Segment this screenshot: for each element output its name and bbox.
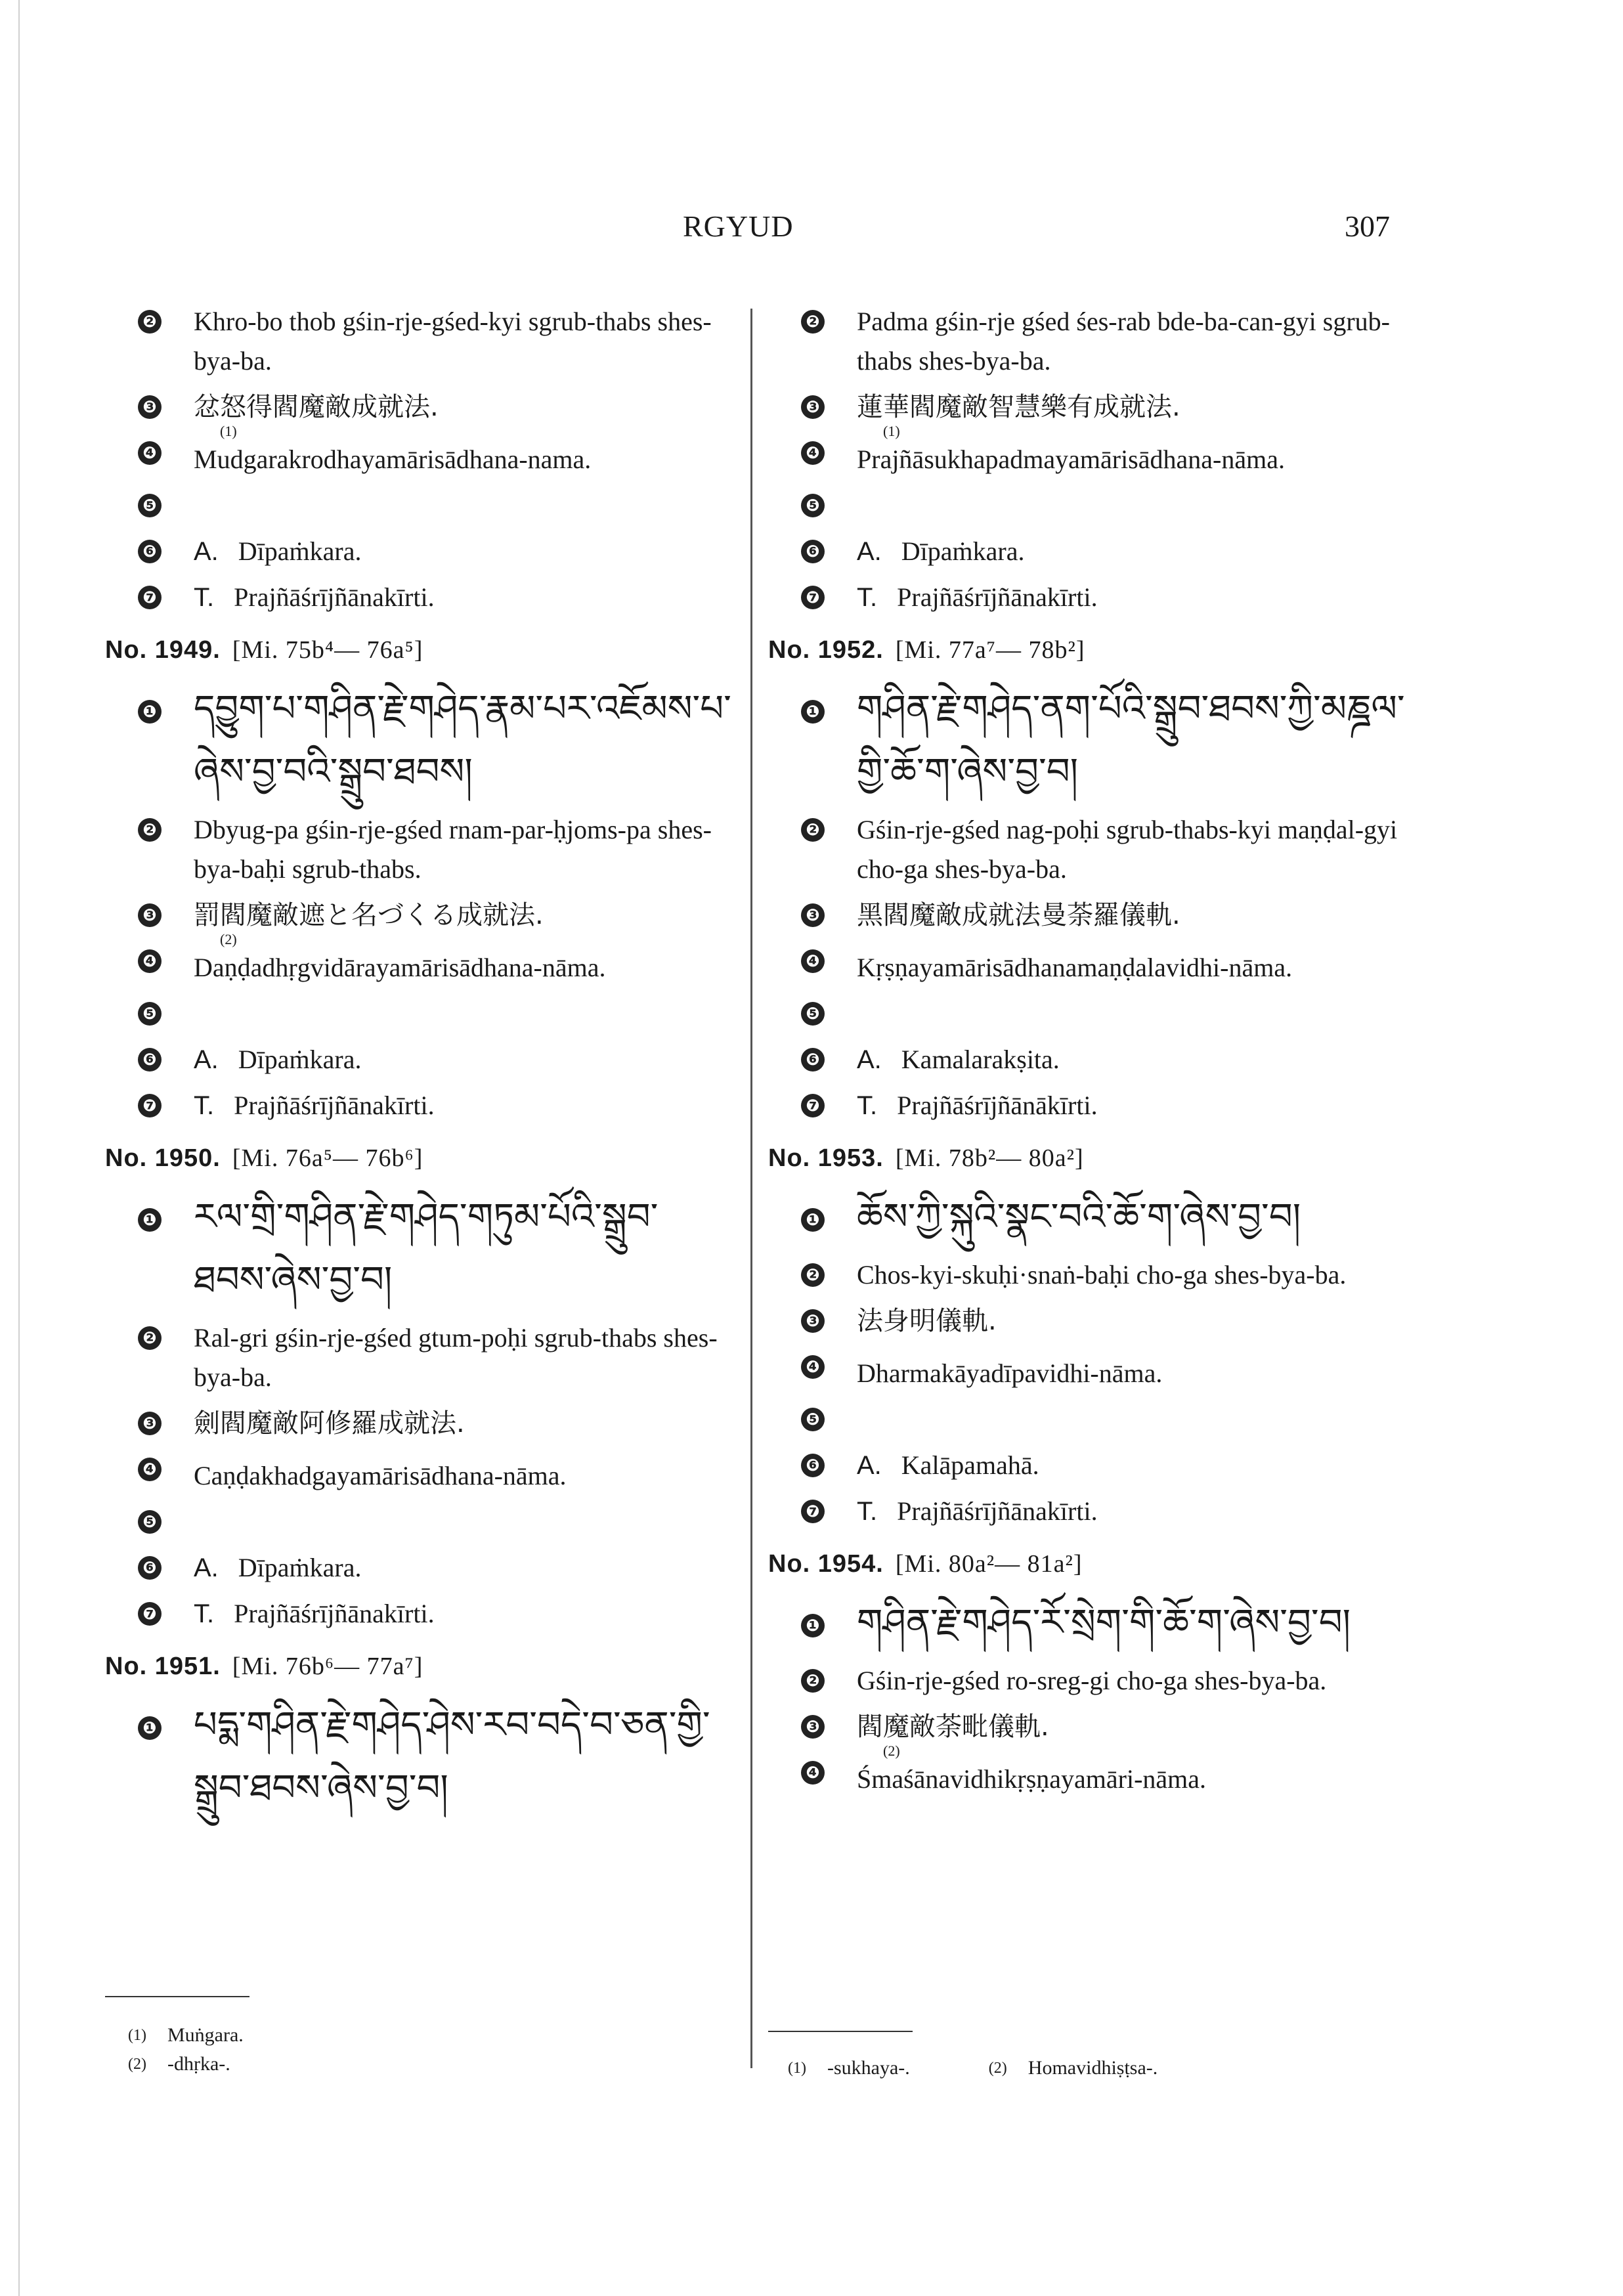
footnote-marker: (1) [883,423,900,439]
field-text: Śmaśānavidhikṛṣṇayamāri-nāma. [857,1764,1207,1794]
entry-field-row [768,1040,1425,1079]
field-number-marker: ❻ [801,540,825,563]
footnotes-left [128,2021,244,2079]
field-number-marker: ❷ [801,818,825,842]
entry-field-row [105,1186,735,1312]
footnote-rule-right [768,2031,913,2032]
role-label: T. [857,1091,878,1120]
folio-reference: [Mi. 78b²— 80a²] [895,1144,1084,1172]
entry-field-row [105,302,735,381]
footnote-item [989,2054,1158,2083]
entry-field-row [105,387,735,427]
catalog-entry [768,1549,1425,1799]
catalog-entry [105,636,735,1125]
field-text: 法身明儀軌. [857,1306,997,1336]
entry-number: No. 1951. [105,1653,221,1680]
entry-field-row [105,1450,735,1496]
field-number-marker: ❷ [801,310,825,334]
footnote-marker: (2) [220,931,237,947]
field-text: གཤིན་རྗེ་གཤེད་ནག་པོའི་སྒྲུབ་ཐབས་ཀྱི་མཎྜལ་གྱི་ཆོ་ག་ཞེས་བྱ་བ། [857,689,1405,792]
field-number-marker: ❶ [801,1614,825,1637]
entry-field-row [768,486,1425,525]
field-number-marker: ❹ [801,1761,825,1785]
footnote-text: -sukhaya-. [827,2057,910,2079]
field-text: 蓮華閻魔敵智慧樂有成就法. [857,392,1180,422]
entry-field-row [768,810,1425,889]
role-label: T. [194,1599,215,1628]
field-number-marker: ❷ [138,818,162,842]
entry-field-row [768,896,1425,935]
field-text: Dīpaṁkara. [238,536,362,566]
entry-field-row [768,1255,1425,1295]
field-number-marker: ❻ [801,1048,825,1072]
field-number-marker: ❻ [138,540,162,563]
entry-field-row [768,678,1425,804]
page-number: 307 [1345,209,1390,243]
field-text: Ral-gri gśin-rje-gśed gtum-poḥi sgrub-thabs shes-bya-ba. [194,1323,718,1392]
footnote-item [128,2050,244,2079]
field-number-marker: ❸ [801,395,825,419]
entry-field-row [768,532,1425,571]
role-label: T. [857,1497,878,1526]
catalog-entry [105,1144,735,1634]
field-text: 黑閻魔敵成就法曼荼羅儀軌. [857,900,1180,930]
entry-field-row [105,1548,735,1588]
field-number-marker: ❼ [138,1094,162,1117]
footnote-marker: (2) [883,1743,900,1759]
field-text: Kṛṣṇayamārisādhanamaṇḍalavidhi-nāma. [857,953,1293,982]
footnote-number: (2) [988,2060,1007,2077]
entry-field-row [768,1707,1425,1746]
field-text: རལ་གྲི་གཤིན་རྗེ་གཤེད་གཏུམ་པོའི་སྒྲུབ་ཐབས་ཞེས་བྱ་བ། [194,1197,659,1301]
field-number-marker: ❹ [138,949,162,973]
entry-field-row [105,931,735,987]
entry-field-row [768,942,1425,987]
field-number-marker: ❶ [138,1208,162,1232]
field-text: Chos-kyi-skuḥi·snaṅ-baḥi cho-ga shes-bya-ba. [857,1260,1347,1289]
entry-field-row [105,810,735,889]
field-number-marker: ❶ [138,1716,162,1740]
field-text: Prajñāśrījñānākīrti. [897,1091,1098,1120]
field-number-marker: ❸ [138,903,162,927]
running-title: RGYUD [683,209,794,243]
footnote-item [128,2021,244,2050]
field-number-marker: ❺ [138,1510,162,1534]
entry-number: No. 1953. [768,1144,884,1172]
footnotes-right [788,2054,1236,2083]
entry-heading [768,1549,1425,1578]
folio-reference: [Mi. 76b⁶— 77a⁷] [232,1653,423,1680]
field-text: Prajñāśrījñānakīrti. [234,582,435,612]
entry-field-row [105,1318,735,1397]
catalog-entry [768,302,1425,617]
field-number-marker: ❹ [801,949,825,973]
entry-field-row [105,532,735,571]
entry-number: No. 1954. [768,1550,884,1578]
entry-field-row [105,1502,735,1542]
role-label: T. [194,583,215,612]
entry-field-row [105,1694,735,1820]
entry-field-row [105,994,735,1033]
field-number-marker: ❸ [138,395,162,419]
page-header [0,204,1623,249]
entry-heading [768,636,1425,664]
field-text: དབྱུག་པ་གཤིན་རྗེ་གཤེད་རྣམ་པར་འཇོམས་པ་ཞེས་བྱ་བའི་སྒྲུབ་ཐབས། [194,689,731,792]
field-text: Dīpaṁkara. [901,536,1025,566]
entry-heading [105,1652,735,1681]
field-number-marker: ❻ [138,1556,162,1580]
role-label: A. [857,1045,882,1074]
footnote-number: (1) [788,2060,806,2077]
entry-field-row [768,387,1425,427]
left-column [105,302,735,1838]
field-text: Mudgarakrodhayamārisādhana-nama. [194,444,592,474]
entry-number: No. 1949. [105,636,221,664]
field-text: Khro-bo thob gśin-rje-gśed-kyi sgrub-thabs shes-bya-ba. [194,307,712,376]
entry-field-row [768,1301,1425,1341]
field-number-marker: ❻ [138,1048,162,1072]
field-number-marker: ❼ [801,1500,825,1523]
entry-field-row [768,1492,1425,1531]
entry-field-row [105,1086,735,1125]
catalog-entry [768,636,1425,1125]
field-number-marker: ❼ [138,586,162,609]
folio-reference: [Mi. 77a⁷— 78b²] [895,636,1085,664]
entry-field-row [105,896,735,935]
entry-field-row [105,423,735,479]
entry-number: No. 1950. [105,1144,221,1172]
folio-reference: [Mi. 80a²— 81a²] [895,1550,1083,1578]
field-text: གཤིན་རྗེ་གཤེད་རོ་སྲེག་གི་ཆོ་ག་ཞེས་བྱ་བ། [857,1603,1351,1643]
field-number-marker: ❺ [138,494,162,517]
role-label: A. [194,537,219,566]
footnote-text: -dhṛka-. [167,2053,230,2075]
field-number-marker: ❷ [138,1326,162,1350]
field-number-marker: ❸ [138,1412,162,1435]
field-text: 劍閻魔敵阿修羅成就法. [194,1408,465,1439]
catalog-entry [105,1652,735,1820]
field-text: Gśin-rje-gśed nag-poḥi sgrub-thabs-kyi maṇḍal-gyi cho-ga shes-bya-ba. [857,815,1398,884]
field-text: པདྨ་གཤིན་རྗེ་གཤེད་ཤེས་རབ་བདེ་བ་ཅན་གྱི་སྒྲུབ་ཐབས་ཞེས་བྱ་བ། [194,1705,710,1809]
field-text: Prajñāśrījñānakīrti. [234,1091,435,1120]
field-text: Caṇḍakhadgayamārisādhana-nāma. [194,1461,567,1490]
entry-number: No. 1952. [768,636,884,664]
entry-field-row [768,578,1425,617]
field-text: Prajñāśrījñānakīrti. [234,1599,435,1628]
field-text: Daṇḍadhṛgvidārayamārisādhana-nāma. [194,953,606,982]
entry-heading [105,636,735,664]
field-text: 忿怒得閻魔敵成就法. [194,392,439,422]
field-number-marker: ❶ [801,700,825,724]
catalog-entry [105,302,735,617]
footnote-number: (2) [128,2056,146,2073]
entry-field-row [768,1592,1425,1655]
page-edge-line [18,0,20,2296]
field-number-marker: ❷ [801,1669,825,1693]
entry-field-row [768,302,1425,381]
field-number-marker: ❺ [801,494,825,517]
footnote-marker: (1) [220,423,237,439]
field-text: Prajñāsukhapadmayamārisādhana-nāma. [857,444,1285,474]
entry-field-row [105,1404,735,1443]
field-number-marker: ❸ [801,903,825,927]
field-text: Dīpaṁkara. [238,1553,362,1582]
field-number-marker: ❻ [801,1454,825,1477]
role-label: A. [857,537,882,566]
entry-field-row [105,1040,735,1079]
field-number-marker: ❼ [801,1094,825,1117]
role-label: T. [857,583,878,612]
field-text: ཆོས་ཀྱི་སྐུའི་སྣང་བའི་ཆོ་ག་ཞེས་བྱ་བ། [857,1197,1301,1238]
field-number-marker: ❼ [138,1602,162,1626]
field-text: Dīpaṁkara. [238,1045,362,1074]
entry-field-row [768,1086,1425,1125]
entry-field-row [105,678,735,804]
footnote-rule-left [105,1996,249,1997]
field-number-marker: ❸ [801,1309,825,1333]
entry-field-row [768,1186,1425,1249]
footnote-text: Homavidhiṣṭsa-. [1028,2057,1158,2079]
entry-field-row [105,578,735,617]
footnote-text: Muṅgara. [167,2024,244,2046]
entry-field-row [768,1347,1425,1393]
field-text: Kalāpamahā. [901,1450,1039,1480]
column-divider [750,309,752,2068]
role-label: A. [194,1553,219,1582]
field-text: Prajñāśrījñānakīrti. [897,582,1098,612]
folio-reference: [Mi. 76a⁵— 76b⁶] [232,1144,423,1172]
field-text: 罰閻魔敵遮と名づくる成就法. [194,900,544,930]
field-number-marker: ❸ [801,1715,825,1739]
field-number-marker: ❹ [801,441,825,465]
field-number-marker: ❹ [138,441,162,465]
role-label: A. [194,1045,219,1074]
field-text: Dharmakāyadīpavidhi-nāma. [857,1358,1163,1388]
field-number-marker: ❺ [801,1408,825,1431]
folio-reference: [Mi. 75b⁴— 76a⁵] [232,636,423,664]
entry-field-row [768,1661,1425,1700]
field-number-marker: ❼ [801,586,825,609]
entry-heading [768,1144,1425,1173]
field-number-marker: ❶ [801,1208,825,1232]
field-text: Kamalarakṣita. [901,1045,1060,1074]
role-label: T. [194,1091,215,1120]
field-number-marker: ❷ [801,1263,825,1287]
field-number-marker: ❹ [801,1355,825,1379]
field-text: Prajñāśrījñānakīrti. [897,1496,1098,1526]
field-number-marker: ❶ [138,700,162,724]
entry-field-row [768,994,1425,1033]
field-number-marker: ❹ [138,1458,162,1481]
entry-field-row [105,486,735,525]
field-text: 閻魔敵荼毗儀軌. [857,1712,1049,1742]
role-label: A. [857,1451,882,1480]
right-column [768,302,1425,1817]
catalog-entry [768,1144,1425,1531]
field-text: Padma gśin-rje gśed śes-rab bde-ba-can-gyi sgrub-thabs shes-bya-ba. [857,307,1390,376]
entry-heading [105,1144,735,1173]
field-text: Dbyug-pa gśin-rje-gśed rnam-par-ḥjoms-pa shes-bya-baḥi sgrub-thabs. [194,815,712,884]
entry-field-row [768,423,1425,479]
field-number-marker: ❷ [138,310,162,334]
entry-field-row [768,1446,1425,1485]
entry-field-row [105,1594,735,1634]
footnote-item [788,2054,910,2083]
entry-field-row [768,1400,1425,1439]
footnote-number: (1) [128,2027,146,2044]
field-number-marker: ❺ [138,1002,162,1026]
field-text: Gśin-rje-gśed ro-sreg-gi cho-ga shes-bya-ba. [857,1666,1327,1695]
entry-field-row [768,1743,1425,1799]
field-number-marker: ❺ [801,1002,825,1026]
